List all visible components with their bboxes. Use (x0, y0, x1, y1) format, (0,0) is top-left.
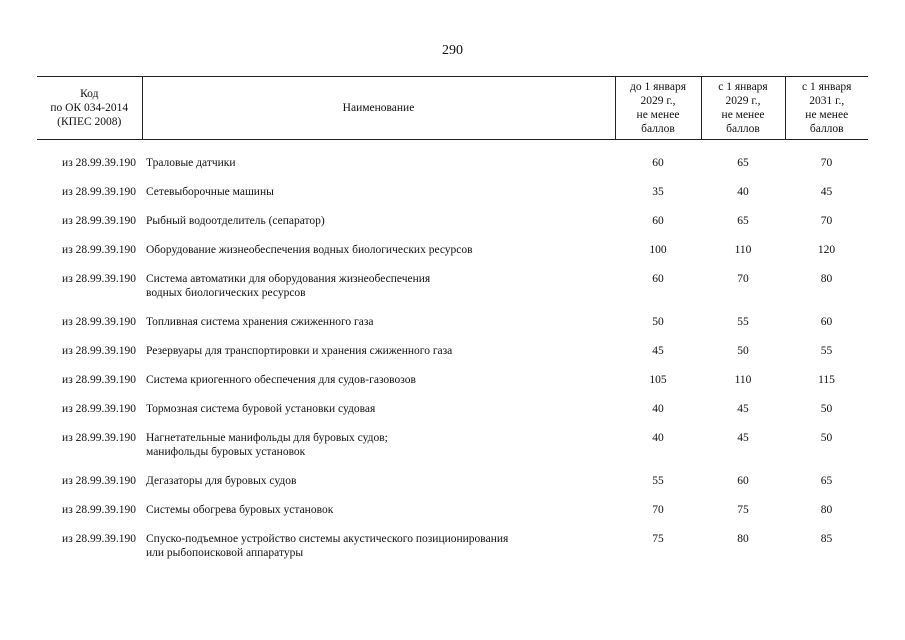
header-spacer (37, 140, 868, 157)
table-row (37, 431, 868, 474)
row-value-before-2029: 45 (652, 345, 664, 357)
row-value-from-2031: 85 (820, 533, 833, 545)
row-name: Спуско-подъемное устройство системы акустического позиционирования или рыбопоисковой аппаратуры (146, 533, 509, 559)
row-value-before-2029: 60 (652, 157, 664, 169)
table-row (37, 474, 868, 503)
table-row (37, 532, 868, 560)
row-value-before-2029: 40 (652, 432, 664, 444)
row-name: Рыбный водоотделитель (сепаратор) (146, 215, 325, 227)
row-value-before-2029: 75 (652, 533, 664, 545)
row-value-before-2029: 105 (649, 374, 667, 386)
row-value-from-2029: 45 (737, 432, 749, 444)
row-code: из 28.99.39.190 (62, 432, 136, 444)
row-code: из 28.99.39.190 (62, 475, 136, 487)
row-code: из 28.99.39.190 (62, 345, 136, 357)
row-code: из 28.99.39.190 (62, 244, 136, 256)
header-code: Код по ОК 034-2014 (КПЕС 2008) (37, 77, 142, 140)
table-body (37, 140, 868, 561)
table-row (37, 156, 868, 185)
table-row (37, 373, 868, 402)
table-row (37, 185, 868, 214)
row-value-from-2029: 40 (737, 186, 749, 198)
row-value-from-2031: 70 (820, 157, 833, 169)
row-value-from-2029: 70 (737, 273, 749, 285)
row-code: из 28.99.39.190 (62, 403, 136, 415)
row-code: из 28.99.39.190 (62, 157, 136, 169)
row-value-from-2031: 50 (820, 403, 833, 415)
row-value-before-2029: 35 (652, 186, 664, 198)
row-name: Оборудование жизнеобеспечения водных биологических ресурсов (146, 244, 473, 256)
row-code: из 28.99.39.190 (62, 504, 136, 516)
page-number: 290 (442, 43, 463, 58)
header-from-2031: с 1 января 2031 г., не менее баллов (785, 77, 868, 140)
row-value-from-2031: 115 (818, 374, 835, 386)
row-value-from-2031: 60 (820, 316, 833, 328)
row-name: Тормозная система буровой установки судовая (146, 403, 376, 415)
row-name: Топливная система хранения сжиженного газа (146, 316, 374, 328)
table-row (37, 315, 868, 344)
row-name: Система криогенного обеспечения для судов-газовозов (146, 374, 416, 386)
row-value-before-2029: 50 (652, 316, 664, 328)
row-value-from-2029: 75 (737, 504, 749, 516)
row-name: Система автоматики для оборудования жизнеобеспечения водных биологических ресурсов (146, 273, 431, 299)
row-code: из 28.99.39.190 (62, 273, 136, 285)
row-value-from-2031: 45 (820, 186, 833, 198)
requirements-table (37, 76, 868, 560)
row-value-from-2029: 55 (737, 316, 749, 328)
row-value-from-2029: 80 (737, 533, 749, 545)
row-code: из 28.99.39.190 (62, 215, 136, 227)
row-value-before-2029: 40 (652, 403, 664, 415)
row-value-from-2031: 120 (817, 244, 836, 256)
row-code: из 28.99.39.190 (62, 533, 136, 545)
row-value-from-2029: 45 (737, 403, 749, 415)
row-name: Нагнетательные манифольды для буровых судов; манифольды буровых установок (146, 432, 388, 458)
row-value-from-2029: 50 (737, 345, 749, 357)
row-value-from-2029: 110 (734, 374, 752, 386)
header-name: Наименование (142, 77, 615, 140)
row-value-from-2029: 110 (734, 244, 752, 256)
row-code: из 28.99.39.190 (62, 316, 136, 328)
table-row (37, 503, 868, 532)
row-value-from-2029: 60 (737, 475, 749, 487)
row-value-from-2031: 55 (820, 345, 833, 357)
row-value-before-2029: 60 (652, 215, 664, 227)
row-value-before-2029: 60 (652, 273, 664, 285)
row-value-before-2029: 70 (652, 504, 664, 516)
row-value-from-2031: 50 (820, 432, 833, 444)
table-header-row (37, 77, 868, 140)
table-row (37, 272, 868, 315)
table-row (37, 402, 868, 431)
table-row (37, 214, 868, 243)
row-name: Траловые датчики (146, 157, 236, 169)
header-from-2029: с 1 января 2029 г., не менее баллов (701, 77, 785, 140)
row-value-before-2029: 100 (649, 244, 667, 256)
row-name: Сетевыборочные машины (146, 186, 274, 198)
table-row (37, 243, 868, 272)
row-name: Системы обогрева буровых установок (146, 504, 334, 516)
row-value-from-2029: 65 (737, 157, 749, 169)
row-code: из 28.99.39.190 (62, 186, 136, 198)
row-code: из 28.99.39.190 (62, 374, 136, 386)
row-name: Резервуары для транспортировки и хранения сжиженного газа (146, 345, 453, 357)
row-value-from-2031: 70 (820, 215, 833, 227)
row-value-before-2029: 55 (652, 475, 664, 487)
header-before-2029: до 1 января 2029 г., не менее баллов (615, 77, 701, 140)
row-value-from-2031: 80 (820, 273, 833, 285)
row-value-from-2031: 80 (820, 504, 833, 516)
row-value-from-2029: 65 (737, 215, 749, 227)
table-row (37, 344, 868, 373)
row-value-from-2031: 65 (820, 475, 833, 487)
row-name: Дегазаторы для буровых судов (146, 475, 297, 487)
